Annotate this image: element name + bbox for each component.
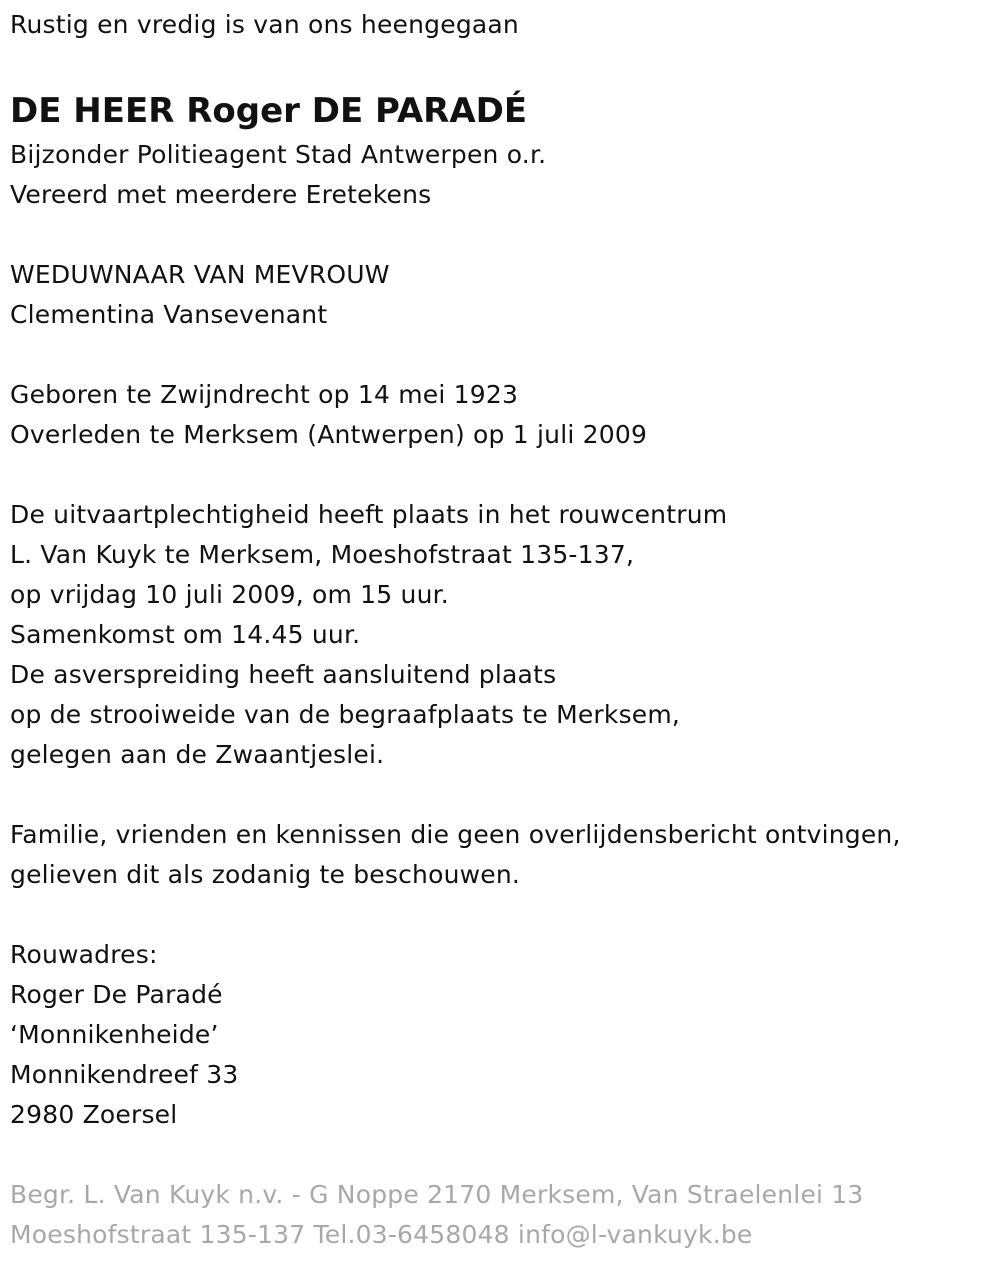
birth-line: Geboren te Zwijndrecht op 14 mei 1923 bbox=[10, 380, 519, 409]
titles-block bbox=[10, 135, 990, 215]
footer-line: Begr. L. Van Kuyk n.v. - G Noppe 2170 Merksem, Van Straelenlei 13 bbox=[10, 1180, 864, 1209]
notice-block bbox=[10, 815, 990, 895]
dates-block bbox=[10, 375, 990, 455]
notice-line: Familie, vrienden en kennissen die geen overlijdensbericht ontvingen, bbox=[10, 820, 901, 849]
title-line: Bijzonder Politieagent Stad Antwerpen o.r. bbox=[10, 140, 547, 169]
address-line: 2980 Zoersel bbox=[10, 1100, 178, 1129]
ceremony-line: De asverspreiding heeft aansluitend plaats bbox=[10, 660, 557, 689]
death-line: Overleden te Merksem (Antwerpen) op 1 juli 2009 bbox=[10, 420, 648, 449]
ceremony-block bbox=[10, 495, 990, 775]
spouse-label: WEDUWNAAR VAN MEVROUW bbox=[10, 260, 390, 289]
spouse-block bbox=[10, 255, 990, 335]
ceremony-line: gelegen aan de Zwaantjeslei. bbox=[10, 740, 385, 769]
title-line: Vereerd met meerdere Eretekens bbox=[10, 180, 432, 209]
footer-line: Moeshofstraat 135-137 Tel.03-6458048 info@l-vankuyk.be bbox=[10, 1220, 753, 1249]
ceremony-line: Samenkomst om 14.45 uur. bbox=[10, 620, 361, 649]
spacer bbox=[10, 335, 990, 375]
ceremony-line: De uitvaartplechtigheid heeft plaats in het rouwcentrum bbox=[10, 500, 728, 529]
spacer bbox=[10, 1135, 990, 1175]
ceremony-line: L. Van Kuyk te Merksem, Moeshofstraat 135-137, bbox=[10, 540, 635, 569]
intro-text: Rustig en vredig is van ons heengegaan bbox=[10, 10, 519, 39]
deceased-name: DE HEER Roger DE PARADÉ bbox=[10, 91, 528, 131]
spacer bbox=[10, 215, 990, 255]
address-line: Roger De Paradé bbox=[10, 980, 223, 1009]
spacer bbox=[10, 455, 990, 495]
spacer bbox=[10, 895, 990, 935]
spouse-name: Clementina Vansevenant bbox=[10, 300, 328, 329]
ceremony-line: op vrijdag 10 juli 2009, om 15 uur. bbox=[10, 580, 449, 609]
address-line: ‘Monnikenheide’ bbox=[10, 1020, 219, 1049]
address-label: Rouwadres: bbox=[10, 940, 158, 969]
footer-block bbox=[10, 1175, 990, 1255]
ceremony-line: op de strooiweide van de begraafplaats te Merksem, bbox=[10, 700, 681, 729]
notice-line: gelieven dit als zodanig te beschouwen. bbox=[10, 860, 521, 889]
spacer bbox=[10, 775, 990, 815]
address-block bbox=[10, 935, 990, 1135]
address-line: Monnikendreef 33 bbox=[10, 1060, 239, 1089]
obituary-notice bbox=[10, 0, 990, 1255]
